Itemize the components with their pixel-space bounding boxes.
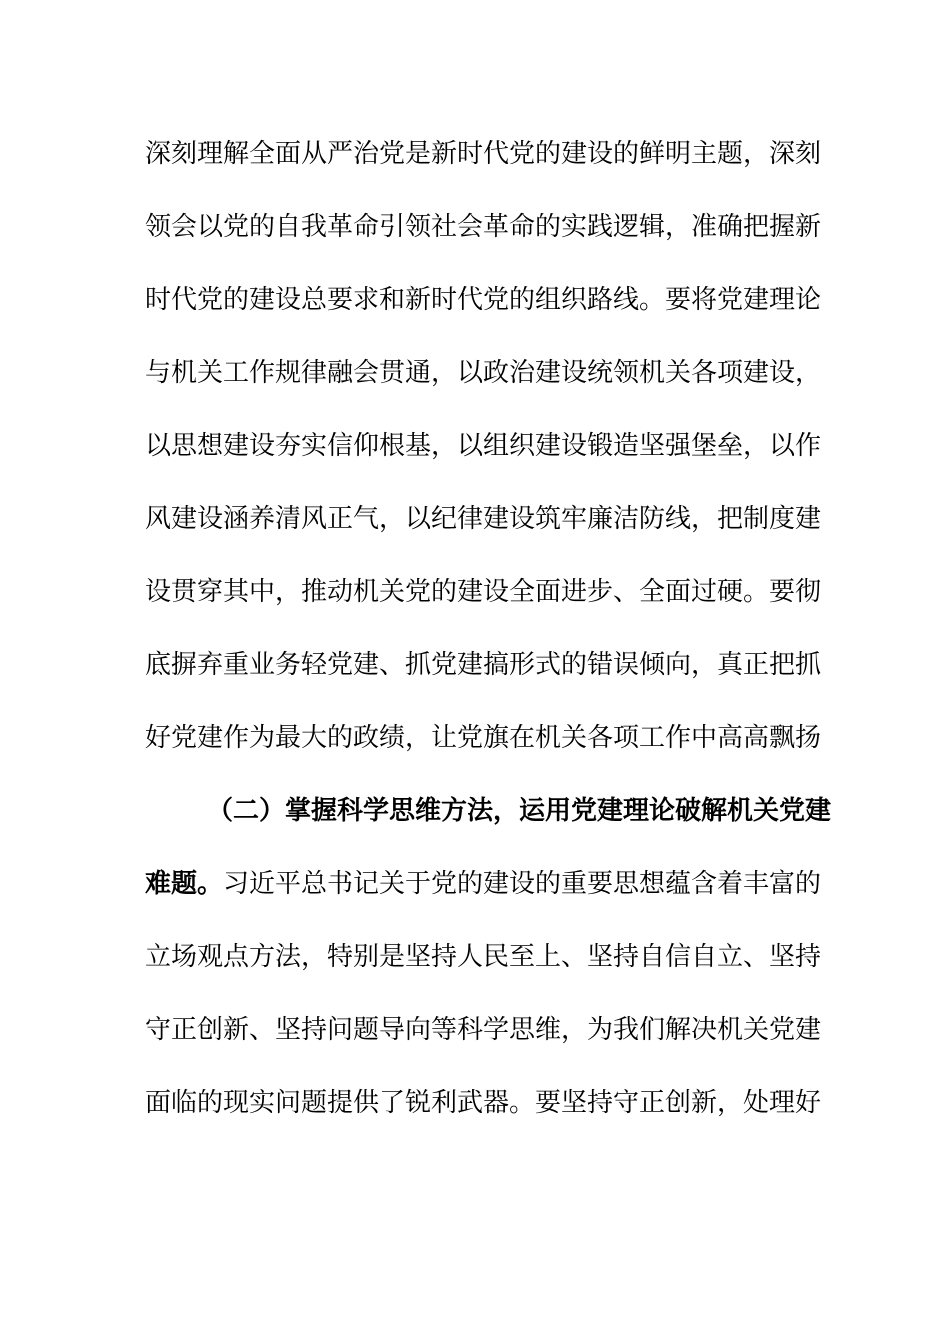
paragraph-line-3: 时代党的建设总要求和新时代党的组织路线。要将党建理论	[145, 285, 822, 315]
heading-continuation-line	[145, 867, 822, 901]
heading-continuation-text: 习近平总书记关于党的建设的重要思想蕴含着丰富的	[223, 869, 822, 899]
paragraph-line-6: 风建设涵养清风正气，以纪律建设筑牢廉洁防线，把制度建	[145, 504, 822, 534]
paragraph-line-13: 面临的现实问题提供了锐利武器。要坚持守正创新，处理好	[145, 1088, 822, 1118]
paragraph-line-8: 底摒弃重业务轻党建、抓党建搞形式的错误倾向，真正把抓	[145, 650, 822, 680]
section-heading: （二）掌握科学思维方法，运用党建理论破解机关党建	[207, 796, 832, 826]
paragraph-line-11: 立场观点方法，特别是坚持人民至上、坚持自信自立、坚持	[145, 942, 822, 972]
paragraph-line-9: 好党建作为最大的政绩，让党旗在机关各项工作中高高飘扬	[145, 723, 822, 753]
section-heading-tail: 难题。	[145, 869, 224, 899]
paragraph-line-4: 与机关工作规律融会贯通，以政治建设统领机关各项建设，	[145, 358, 822, 388]
paragraph-line-1: 深刻理解全面从严治党是新时代党的建设的鲜明主题，深刻	[145, 139, 822, 169]
paragraph-line-7: 设贯穿其中，推动机关党的建设全面进步、全面过硬。要彻	[145, 577, 822, 607]
paragraph-line-5: 以思想建设夯实信仰根基，以组织建设锻造坚强堡垒，以作	[145, 431, 822, 461]
paragraph-line-12: 守正创新、坚持问题导向等科学思维，为我们解决机关党建	[145, 1015, 822, 1045]
paragraph-line-2: 领会以党的自我革命引领社会革命的实践逻辑，准确把握新	[145, 212, 822, 242]
